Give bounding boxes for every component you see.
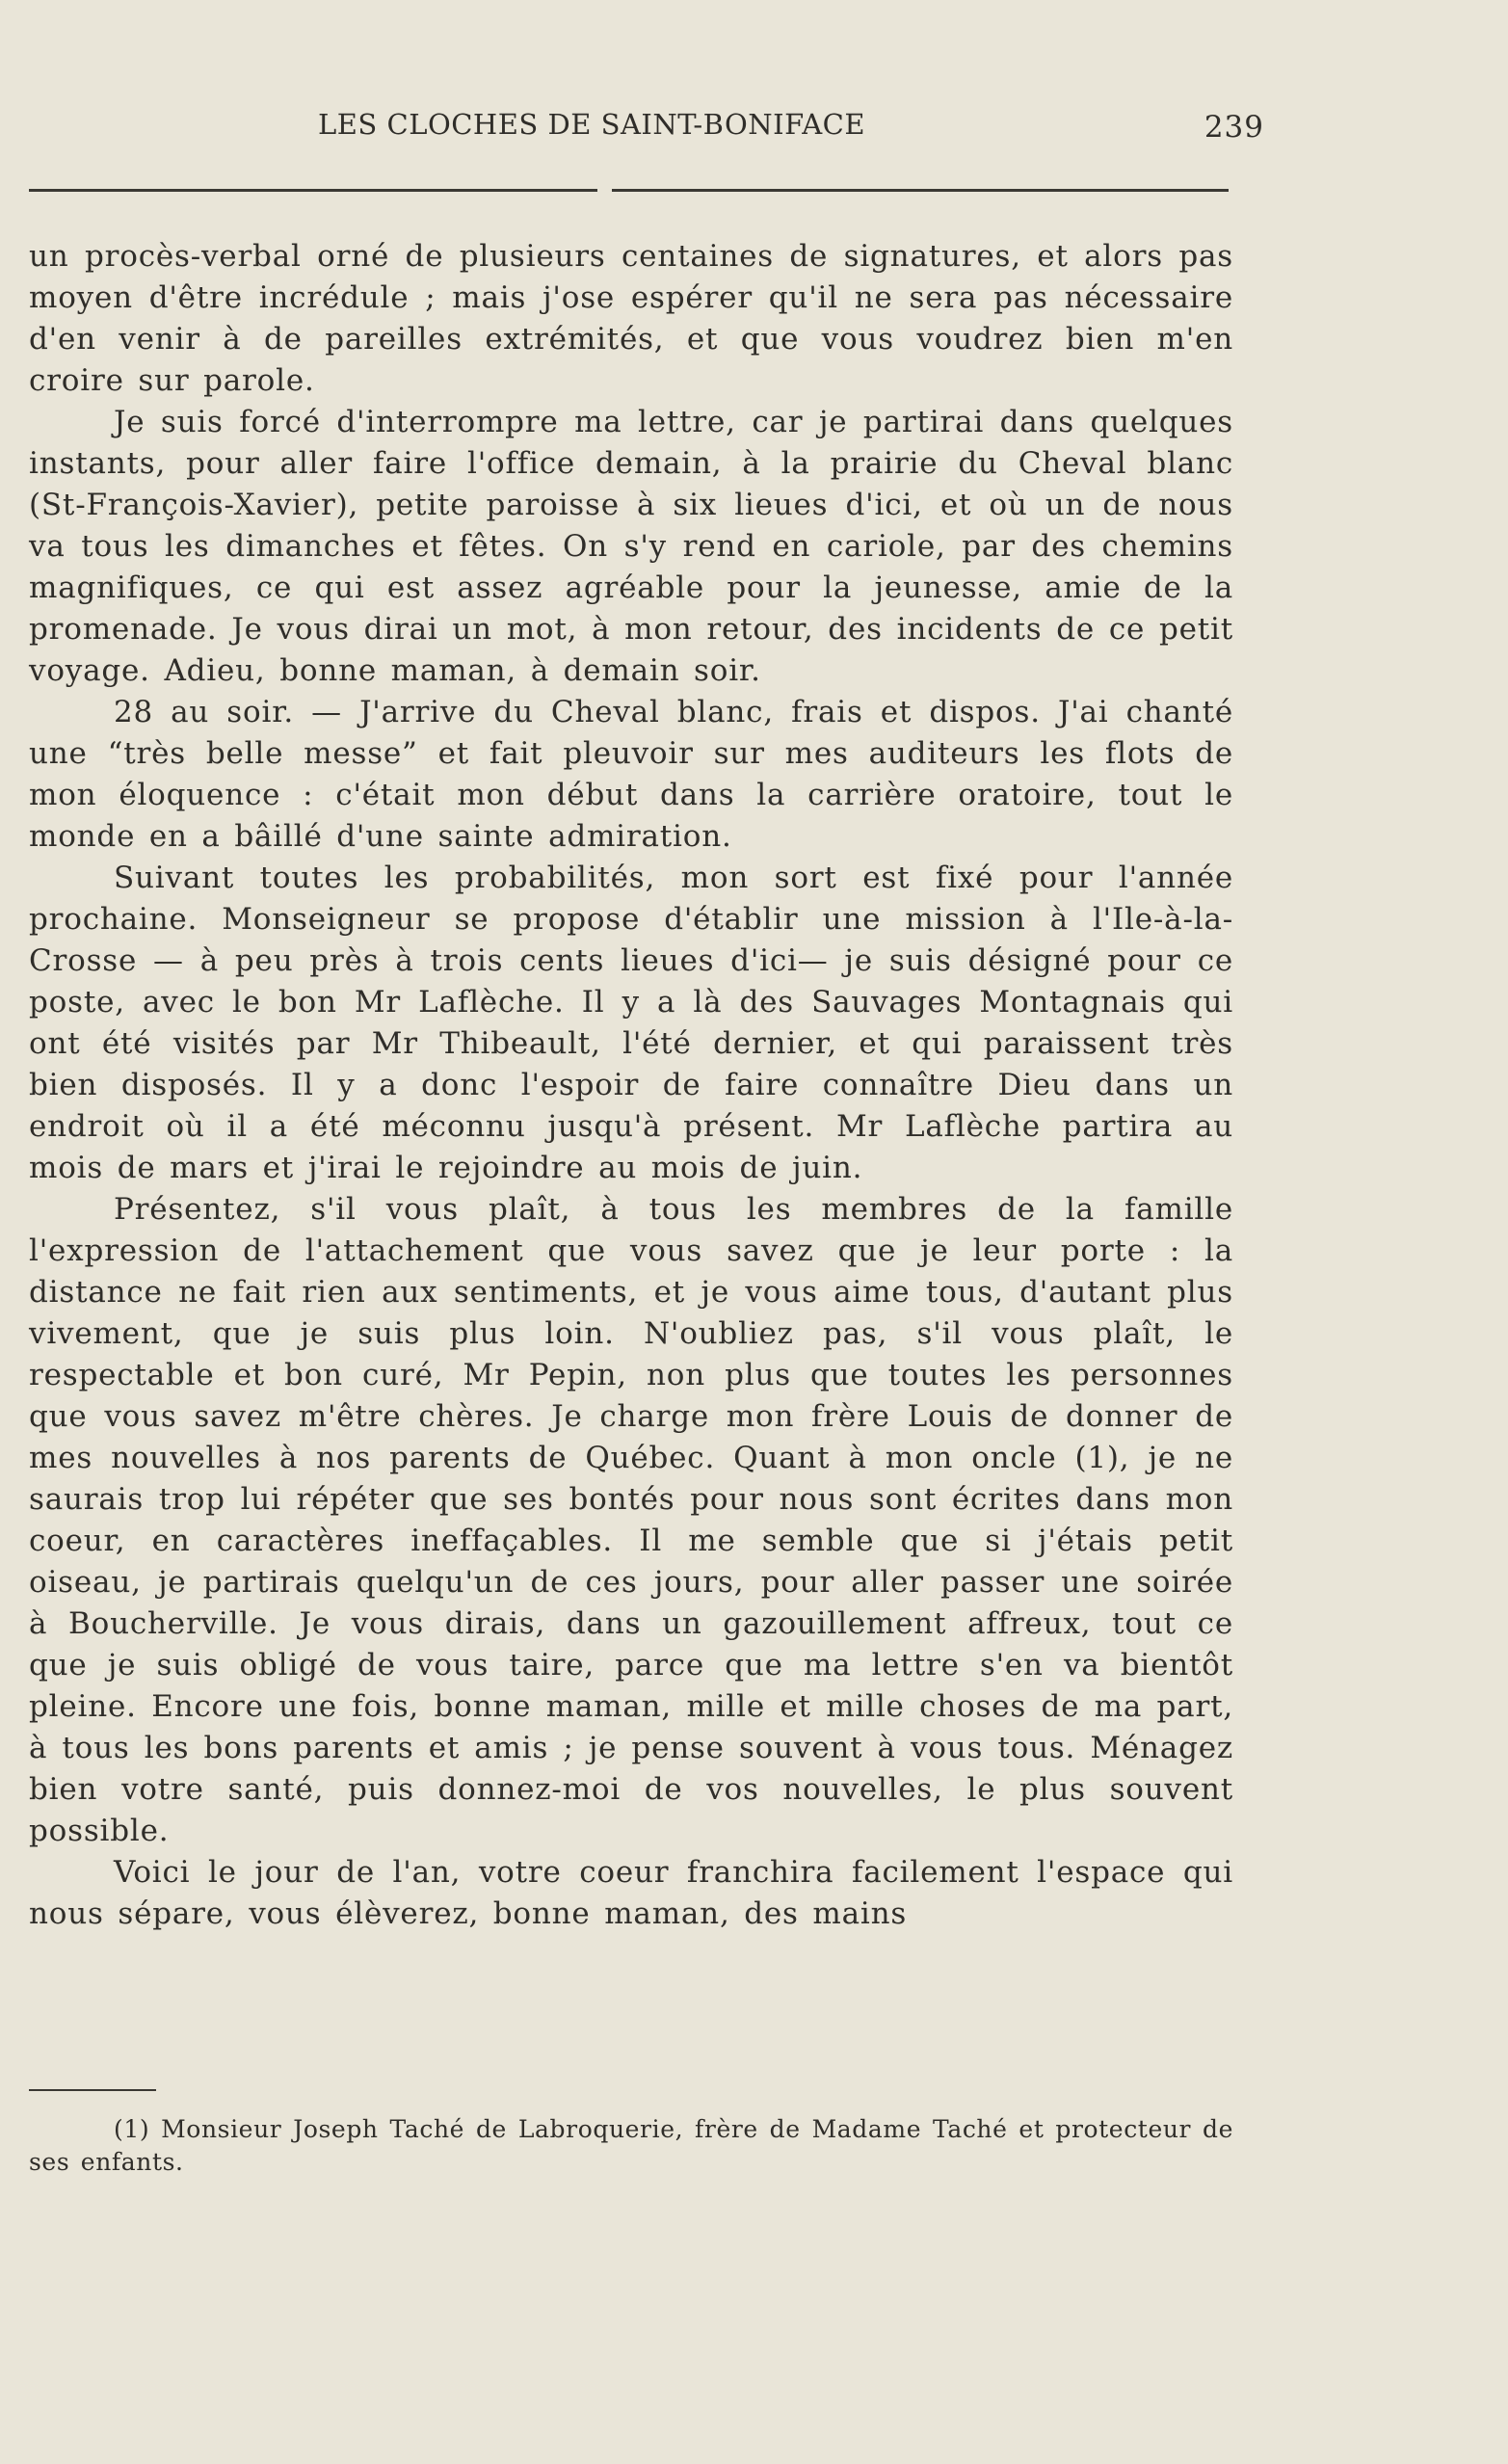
running-title: LES CLOCHES DE SAINT-BONIFACE xyxy=(318,108,866,141)
header-rule-left xyxy=(29,189,597,192)
paragraph-2: Je suis forcé d'interrompre ma lettre, car je partirai dans quelques instants, pour aller faire l'office demain, à la prairie du Cheval blanc (St-François-Xavier), petite paroisse à six lieues d'ici, et où un de nous va tous les dimanches et fêtes. On s'y rend en cariole, par des chemins magnifiques, ce qui est assez agréable pour la jeunesse, amie de la promenade. Je vous dirai un mot, à mon retour, des incidents de ce petit voyage. Adieu, bonne maman, à demain soir. xyxy=(29,405,1233,688)
footnote: (1) Monsieur Joseph Taché de Labroquerie, frère de Madame Taché et protecteur de ses enfants. xyxy=(29,2115,1233,2176)
footnote-rule xyxy=(29,2089,156,2091)
paragraph-4: Suivant toutes les probabilités, mon sort est fixé pour l'année prochaine. Monseigneur se propose d'établir une mission à l'Ile-à-la-Crosse — à peu près à trois cents lieues d'ici— je suis désigné pour ce poste, avec le bon Mr Laflèche. Il y a là des Sauvages Montagnais qui ont été visités par Mr Thibeault, l'été dernier, et qui paraissent très bien disposés. Il y a donc l'espoir de faire connaître Dieu dans un endroit où il a été méconnu jusqu'à présent. Mr Laflèche partira au mois de mars et j'irai le rejoindre au mois de juin. xyxy=(29,861,1233,1185)
book-page xyxy=(29,0,1264,2464)
paragraph-6: Voici le jour de l'an, votre coeur franchira facilement l'espace qui nous sépare, vous élèverez, bonne maman, des mains xyxy=(29,1855,1233,1931)
body-text xyxy=(29,236,1233,1935)
paragraph-1: un procès-verbal orné de plusieurs centaines de signatures, et alors pas moyen d'être incrédule ; mais j'ose espérer qu'il ne sera pas nécessaire d'en venir à de pareilles extrémités, et que vous voudrez bien m'en croire sur parole. xyxy=(29,239,1233,398)
paragraph-3: 28 au soir. — J'arrive du Cheval blanc, frais et dispos. J'ai chanté une “très belle messe” et fait pleuvoir sur mes auditeurs les flots de mon éloquence : c'était mon début dans la carrière oratoire, tout le monde en a bâillé d'une sainte admiration. xyxy=(29,695,1233,854)
page-number: 239 xyxy=(1204,110,1264,145)
running-head xyxy=(29,108,1264,156)
paragraph-5: Présentez, s'il vous plaît, à tous les membres de la famille l'expression de l'attachement que vous savez que je leur porte : la distance ne fait rien aux sentiments, et je vous aime tous, d'autant plus vivement, que je suis plus loin. N'oubliez pas, s'il vous plaît, le respectable et bon curé, Mr Pepin, non plus que toutes les personnes que vous savez m'être chères. Je charge mon frère Louis de donner de mes nouvelles à nos parents de Québec. Quant à mon oncle (1), je ne saurais trop lui répéter que ses bontés pour nous sont écrites dans mon coeur, en caractères ineffaçables. Il me semble que si j'étais petit oiseau, je partirais quelqu'un de ces jours, pour aller passer une soirée à Boucherville. Je vous dirais, dans un gazouillement affreux, tout ce que je suis obligé de vous taire, parce que ma lettre s'en va bientôt pleine. Encore une fois, bonne maman, mille et mille choses de ma part, à tous les bons parents et amis ; je pense souvent à vous tous. Ménagez bien votre santé, puis donnez-moi de vos nouvelles, le plus souvent possible. xyxy=(29,1192,1233,1848)
header-rule-right xyxy=(612,189,1229,192)
